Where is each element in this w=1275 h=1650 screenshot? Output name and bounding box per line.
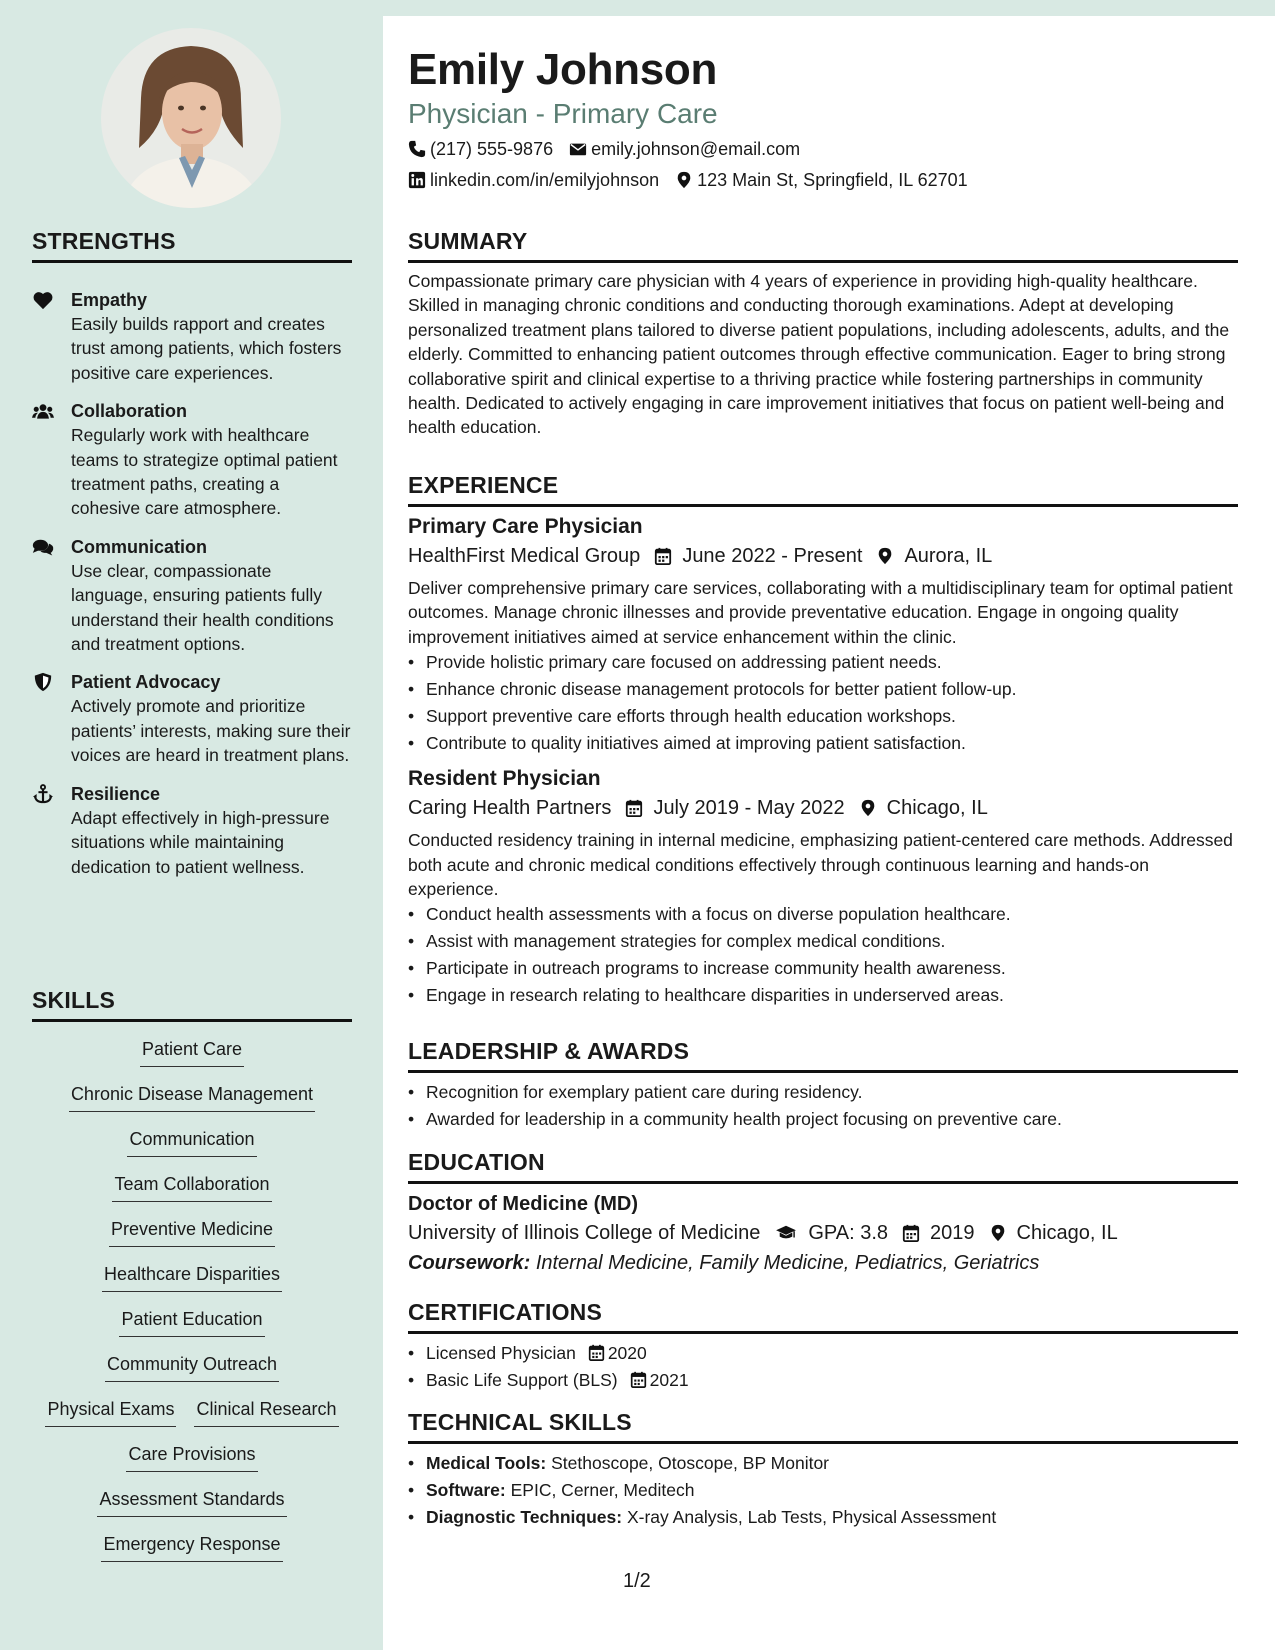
job-dates (654, 541, 862, 571)
tech-label: Medical Tools: (426, 1453, 547, 1473)
users-icon (32, 401, 54, 421)
technical-skills-heading: TECHNICAL SKILLS (408, 1409, 1238, 1444)
strengths-heading: STRENGTHS (32, 228, 352, 263)
leadership-section (408, 1038, 1238, 1133)
contact-row (408, 167, 1238, 193)
list-item (408, 1504, 1238, 1531)
graduation-year (902, 1218, 975, 1248)
job-dates-text: June 2022 - Present (682, 545, 863, 567)
job-location (876, 541, 992, 571)
skill-tag: Healthcare Disparities (102, 1261, 282, 1292)
list-item: • Contribute to quality initiatives aimed at improving patient satisfaction. (408, 730, 1238, 757)
calendar-icon (630, 1371, 647, 1388)
calendar-icon (588, 1344, 605, 1361)
coursework (408, 1248, 1238, 1278)
technical-skills-section (408, 1409, 1238, 1531)
strength-desc: Regularly work with healthcare teams to strategize optimal patient treatment paths, creating a cohesive care atmosphere. (71, 425, 338, 519)
school: University of Illinois College of Medicine (408, 1222, 761, 1244)
company: HealthFirst Medical Group (408, 545, 641, 567)
list-item: • Support preventive care efforts through health education workshops. (408, 703, 1238, 730)
strength-title: Patient Advocacy (71, 672, 221, 693)
certifications-heading: CERTIFICATIONS (408, 1299, 1238, 1334)
strength-desc: Easily builds rapport and creates trust among patients, which fosters positive care experiences. (71, 314, 342, 383)
strength-item (32, 782, 352, 879)
strength-desc: Adapt effectively in high-pressure situations while maintaining dedication to patient wellness. (71, 807, 330, 877)
job-title: Primary Care Physician (408, 515, 643, 538)
linkedin-icon (408, 171, 426, 189)
list-item: • Participate in outreach programs to increase community health awareness. (408, 955, 1238, 982)
list-item (408, 1450, 1238, 1477)
calendar-icon (654, 547, 672, 565)
avatar (101, 28, 281, 208)
heart-icon (32, 290, 54, 310)
summary-heading: SUMMARY (408, 228, 1238, 263)
cert-year: 2020 (607, 1343, 647, 1363)
main-content (383, 16, 1275, 1650)
skill-tag: Community Outreach (105, 1351, 279, 1382)
skill-tag: Physical Exams (45, 1396, 176, 1427)
cert-year: 2021 (649, 1370, 689, 1390)
cert-name: Licensed Physician (426, 1343, 576, 1363)
skill-tag: Team Collaboration (112, 1171, 271, 1202)
job-meta (408, 541, 1238, 571)
job-bullets (408, 649, 1238, 757)
coursework-label: Coursework: (408, 1252, 531, 1274)
strength-item (32, 535, 352, 657)
strength-desc: Use clear, compassionate language, ensuring patients fully understand their health conditions and treatment options. (71, 560, 334, 655)
linkedin-url: linkedin.com/in/emilyjohnson (430, 170, 660, 190)
cert-name: Basic Life Support (BLS) (426, 1370, 618, 1390)
list-item (408, 1367, 1238, 1394)
comments-icon (32, 537, 54, 557)
job-description: Conducted residency training in internal medicine, emphasizing patient-centered care methods. Addressed both acute and chronic medical conditions effectively through continuous learning and hands-on experience. (408, 830, 1233, 900)
job-meta (408, 793, 1238, 823)
address: 123 Main St, Springfield, IL 62701 (697, 170, 968, 190)
job-bullets (408, 901, 1238, 1009)
job-location-text: Chicago, IL (886, 797, 988, 820)
certifications-list (408, 1340, 1238, 1394)
skill-tag: Emergency Response (101, 1531, 282, 1562)
gpa-text: GPA: 3.8 (808, 1222, 889, 1244)
strength-desc: Actively promote and prioritize patients’ interests, making sure their voices are heard in treatment plans. (71, 696, 351, 766)
strength-item (32, 288, 352, 385)
strength-title: Collaboration (71, 401, 187, 422)
strength-title: Empathy (71, 290, 148, 310)
graduation-cap-icon (774, 1224, 798, 1242)
candidate-name: Emily Johnson (408, 45, 718, 94)
skill-tag: Care Provisions (126, 1441, 257, 1472)
linkedin-contact[interactable] (408, 167, 659, 193)
job-entry (408, 765, 1238, 1009)
job-dates (625, 793, 844, 823)
list-item: • Provide holistic primary care focused on addressing patient needs. (408, 649, 1238, 676)
list-item: • Enhance chronic disease management protocols for better patient follow-up. (408, 676, 1238, 703)
profile-photo (101, 28, 281, 208)
coursework-text: Internal Medicine, Family Medicine, Pediatrics, Geriatrics (535, 1252, 1040, 1274)
strength-title: Communication (71, 536, 208, 557)
tech-value: EPIC, Cerner, Meditech (510, 1480, 695, 1500)
envelope-icon (569, 140, 587, 158)
gpa (774, 1218, 888, 1248)
graduation-year-text: 2019 (930, 1222, 975, 1244)
education-location-text: Chicago, IL (1016, 1222, 1118, 1244)
experience-heading: EXPERIENCE (408, 472, 1238, 507)
list-item: • Awarded for leadership in a community health project focusing on preventive care. (408, 1106, 1238, 1133)
education-meta (408, 1218, 1238, 1248)
tech-label: Software: (426, 1480, 506, 1500)
list-item: • Engage in research relating to healthcare disparities in underserved areas. (408, 982, 1238, 1009)
contact-row (408, 136, 1238, 162)
phone-contact[interactable] (408, 136, 553, 162)
candidate-role: Physician - Primary Care (408, 98, 718, 129)
email-contact[interactable] (569, 136, 800, 162)
strength-item (32, 399, 352, 521)
sidebar (0, 0, 383, 1650)
skill-tag: Patient Care (140, 1036, 244, 1067)
list-item: • Recognition for exemplary patient care during residency. (408, 1079, 1238, 1106)
strength-title: Resilience (71, 783, 161, 804)
shield-icon (32, 672, 54, 692)
address-contact (675, 167, 968, 193)
email-address: emily.johnson@email.com (591, 139, 801, 159)
experience-section (408, 472, 1238, 1009)
skill-tag: Patient Education (119, 1306, 264, 1337)
list-item: • Assist with management strategies for complex medical conditions. (408, 928, 1238, 955)
map-marker-icon (859, 799, 877, 817)
education-heading: EDUCATION (408, 1149, 1238, 1184)
list-item (408, 1340, 1238, 1367)
certifications-section (408, 1299, 1238, 1394)
calendar-icon (625, 799, 643, 817)
list-item (408, 1477, 1238, 1504)
leadership-heading: LEADERSHIP & AWARDS (408, 1038, 1238, 1073)
skill-tag: Communication (127, 1126, 256, 1157)
map-marker-icon (675, 171, 693, 189)
job-title: Resident Physician (408, 767, 601, 791)
skill-tag: Preventive Medicine (109, 1216, 275, 1247)
summary-text: Compassionate primary care physician with 4 years of experience in providing high-quality healthcare. Skilled in managing chronic conditions and conducting thorough examinations. Adept at developing personalized treatment plans tailored to diverse patient populations, including adolescents, adults, and the elderly. Committed to enhancing patient outcomes through effective communication. Eager to bring strong collaborative spirit and clinical expertise to a thriving practice while fostering partnerships in community health. Dedicated to actively engaging in care improvement initiatives that focus on patient well-being and health education. (408, 271, 1230, 438)
job-entry (408, 513, 1238, 757)
technical-skills-list (408, 1450, 1238, 1531)
skills-heading: SKILLS (32, 987, 352, 1022)
job-location-text: Aurora, IL (904, 545, 993, 567)
skill-tag: Assessment Standards (97, 1486, 286, 1517)
phone-icon (408, 140, 426, 158)
education-location (989, 1218, 1118, 1248)
skills-list (32, 1036, 352, 1576)
calendar-icon (902, 1224, 920, 1242)
map-marker-icon (989, 1224, 1007, 1242)
skill-tag: Chronic Disease Management (69, 1081, 315, 1112)
tech-value: Stethoscope, Otoscope, BP Monitor (551, 1453, 830, 1473)
page-number: 1/2 (623, 1570, 651, 1592)
leadership-list (408, 1079, 1238, 1133)
job-dates-text: July 2019 - May 2022 (653, 797, 845, 820)
job-description: Deliver comprehensive primary care services, collaborating with a multidisciplinary team for optimal patient outcomes. Manage chronic illnesses and provide preventative education. Engage in ongoing quality improvement initiatives aimed at service enhancement within the clinic. (408, 578, 1233, 647)
job-location (859, 793, 988, 823)
list-item: • Conduct health assessments with a focus on diverse population healthcare. (408, 901, 1238, 928)
strength-item (32, 670, 352, 767)
education-section (408, 1149, 1238, 1278)
summary-section (408, 228, 1238, 440)
map-marker-icon (876, 547, 894, 565)
anchor-icon (32, 784, 54, 804)
strengths-list (32, 288, 352, 893)
degree: Doctor of Medicine (MD) (408, 1193, 638, 1215)
tech-value: X-ray Analysis, Lab Tests, Physical Assessment (626, 1507, 997, 1527)
skill-tag: Clinical Research (194, 1396, 338, 1427)
company: Caring Health Partners (408, 797, 612, 820)
tech-label: Diagnostic Techniques: (426, 1507, 623, 1527)
phone-number: (217) 555-9876 (430, 139, 554, 159)
